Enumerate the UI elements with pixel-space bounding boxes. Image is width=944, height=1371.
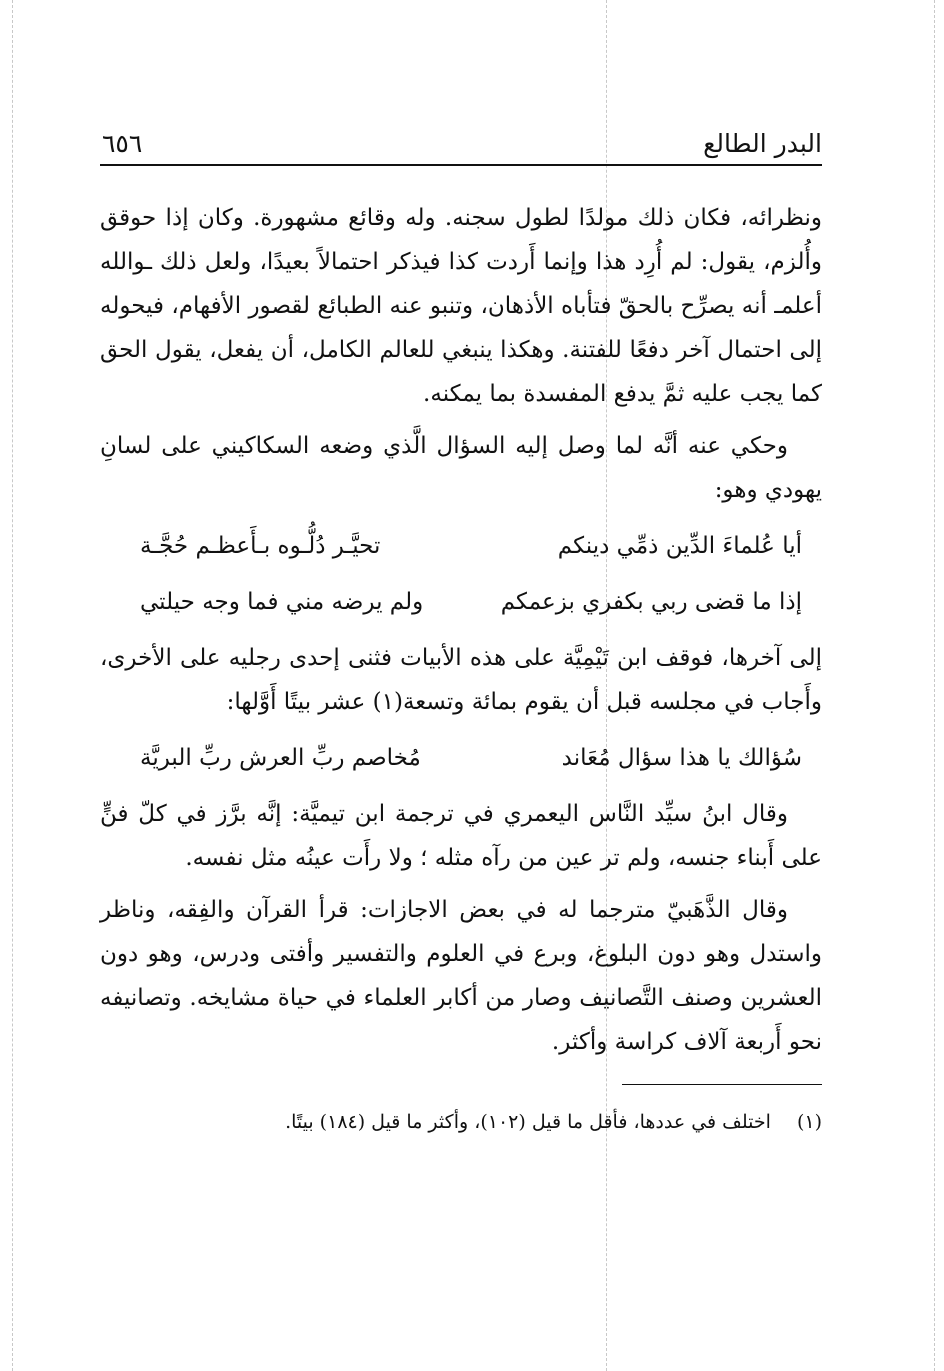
paragraph: ونظرائه، فكان ذلك مولدًا لطول سجنه. وله وقائع مشهورة. وكان إذا حوقق وأُلزم، يقول: لم أُرِد هذا وإنما أَردت كذا فيذكر احتمالاً بعيدًا، ولعل ذلك ـوالله أعلمـ أنه يصرِّح بالحقّ فتأباه الأذهان، وتنبو عنه الطبائع لقصور الأفهام، فيحوله إلى احتمال آخر دفعًا للفتنة. وهكذا ينبغي للعالم الكامل، أن يفعل، يقول الحق كما يجب عليه ثمَّ يدفع المفسدة بما يمكنه. xyxy=(100,205,822,407)
verse-second-hemistich: تحيَّـر دُلُّـوه بـأَعظـم حُجَّـة xyxy=(140,533,381,559)
verse-line xyxy=(100,580,822,624)
verse-line xyxy=(100,524,822,568)
verse-second-hemistich: ولم يرضه مني فما وجه حيلتي xyxy=(140,589,424,615)
scan-guide-line xyxy=(934,0,935,1371)
page-header xyxy=(100,118,822,166)
paragraph: وقال ابنُ سيِّد النَّاس اليعمري في ترجمة ابن تيميَّة: إنَّه برَّز في كلّ فنٍّ على أَبناء جنسه، ولم تر عين من رآه مثله ؛ ولا رأَت عينُه مثل نفسه. xyxy=(100,801,822,871)
footnote-divider xyxy=(622,1084,822,1085)
footnote-text: اختلف في عددها، فأقل ما قيل (١٠٢)، وأكثر ما قيل (١٨٤) بيتًا. xyxy=(285,1111,771,1133)
verse-second-hemistich: مُخاصم ربِّ العرش ربِّ البريَّة xyxy=(140,745,421,771)
page-number: ٦٥٦ xyxy=(102,129,143,158)
verse-line xyxy=(100,736,822,780)
main-text xyxy=(100,196,822,1064)
verse-first-hemistich: سُؤالك يا هذا سؤال مُعَاند xyxy=(561,745,802,771)
verse-first-hemistich: أيا عُلماءَ الدِّين ذمِّي دينكم xyxy=(557,533,802,559)
verse-first-hemistich: إذا ما قضى ربي بكفري بزعمكم xyxy=(500,589,802,615)
scan-guide-line xyxy=(12,0,13,1371)
paragraph: إلى آخرها، فوقف ابن تَيْمِيَّة على هذه الأبيات فثنى إحدى رجليه على الأخرى، وأَجاب في مجلسه قبل أن يقوم بمائة وتسعة(١) عشر بيتًا أَوَّلها: xyxy=(100,645,822,715)
book-title: البدر الطالع xyxy=(703,129,822,158)
paragraph: وقال الذَّهَبيّ مترجما له في بعض الاجازات: قرأ القرآن والفِقه، وناظر واستدل وهو دون البلوغ، وبرع في العلوم والتفسير وأفتى ودرس، وهو دون العشرين وصنف التَّصانيف وصار من أكابر العلماء في حياة مشايخه. وتصانيفه نحو أَربعة آلاف كراسة وأكثر. xyxy=(100,897,822,1055)
footnote-number: (١) xyxy=(796,1111,822,1133)
book-page xyxy=(100,118,822,1137)
footnote xyxy=(100,1107,822,1137)
paragraph: وحكي عنه أنَّه لما وصل إليه السؤال الَّذي وضعه السكاكيني على لسانِ يهودي وهو: xyxy=(100,433,822,503)
